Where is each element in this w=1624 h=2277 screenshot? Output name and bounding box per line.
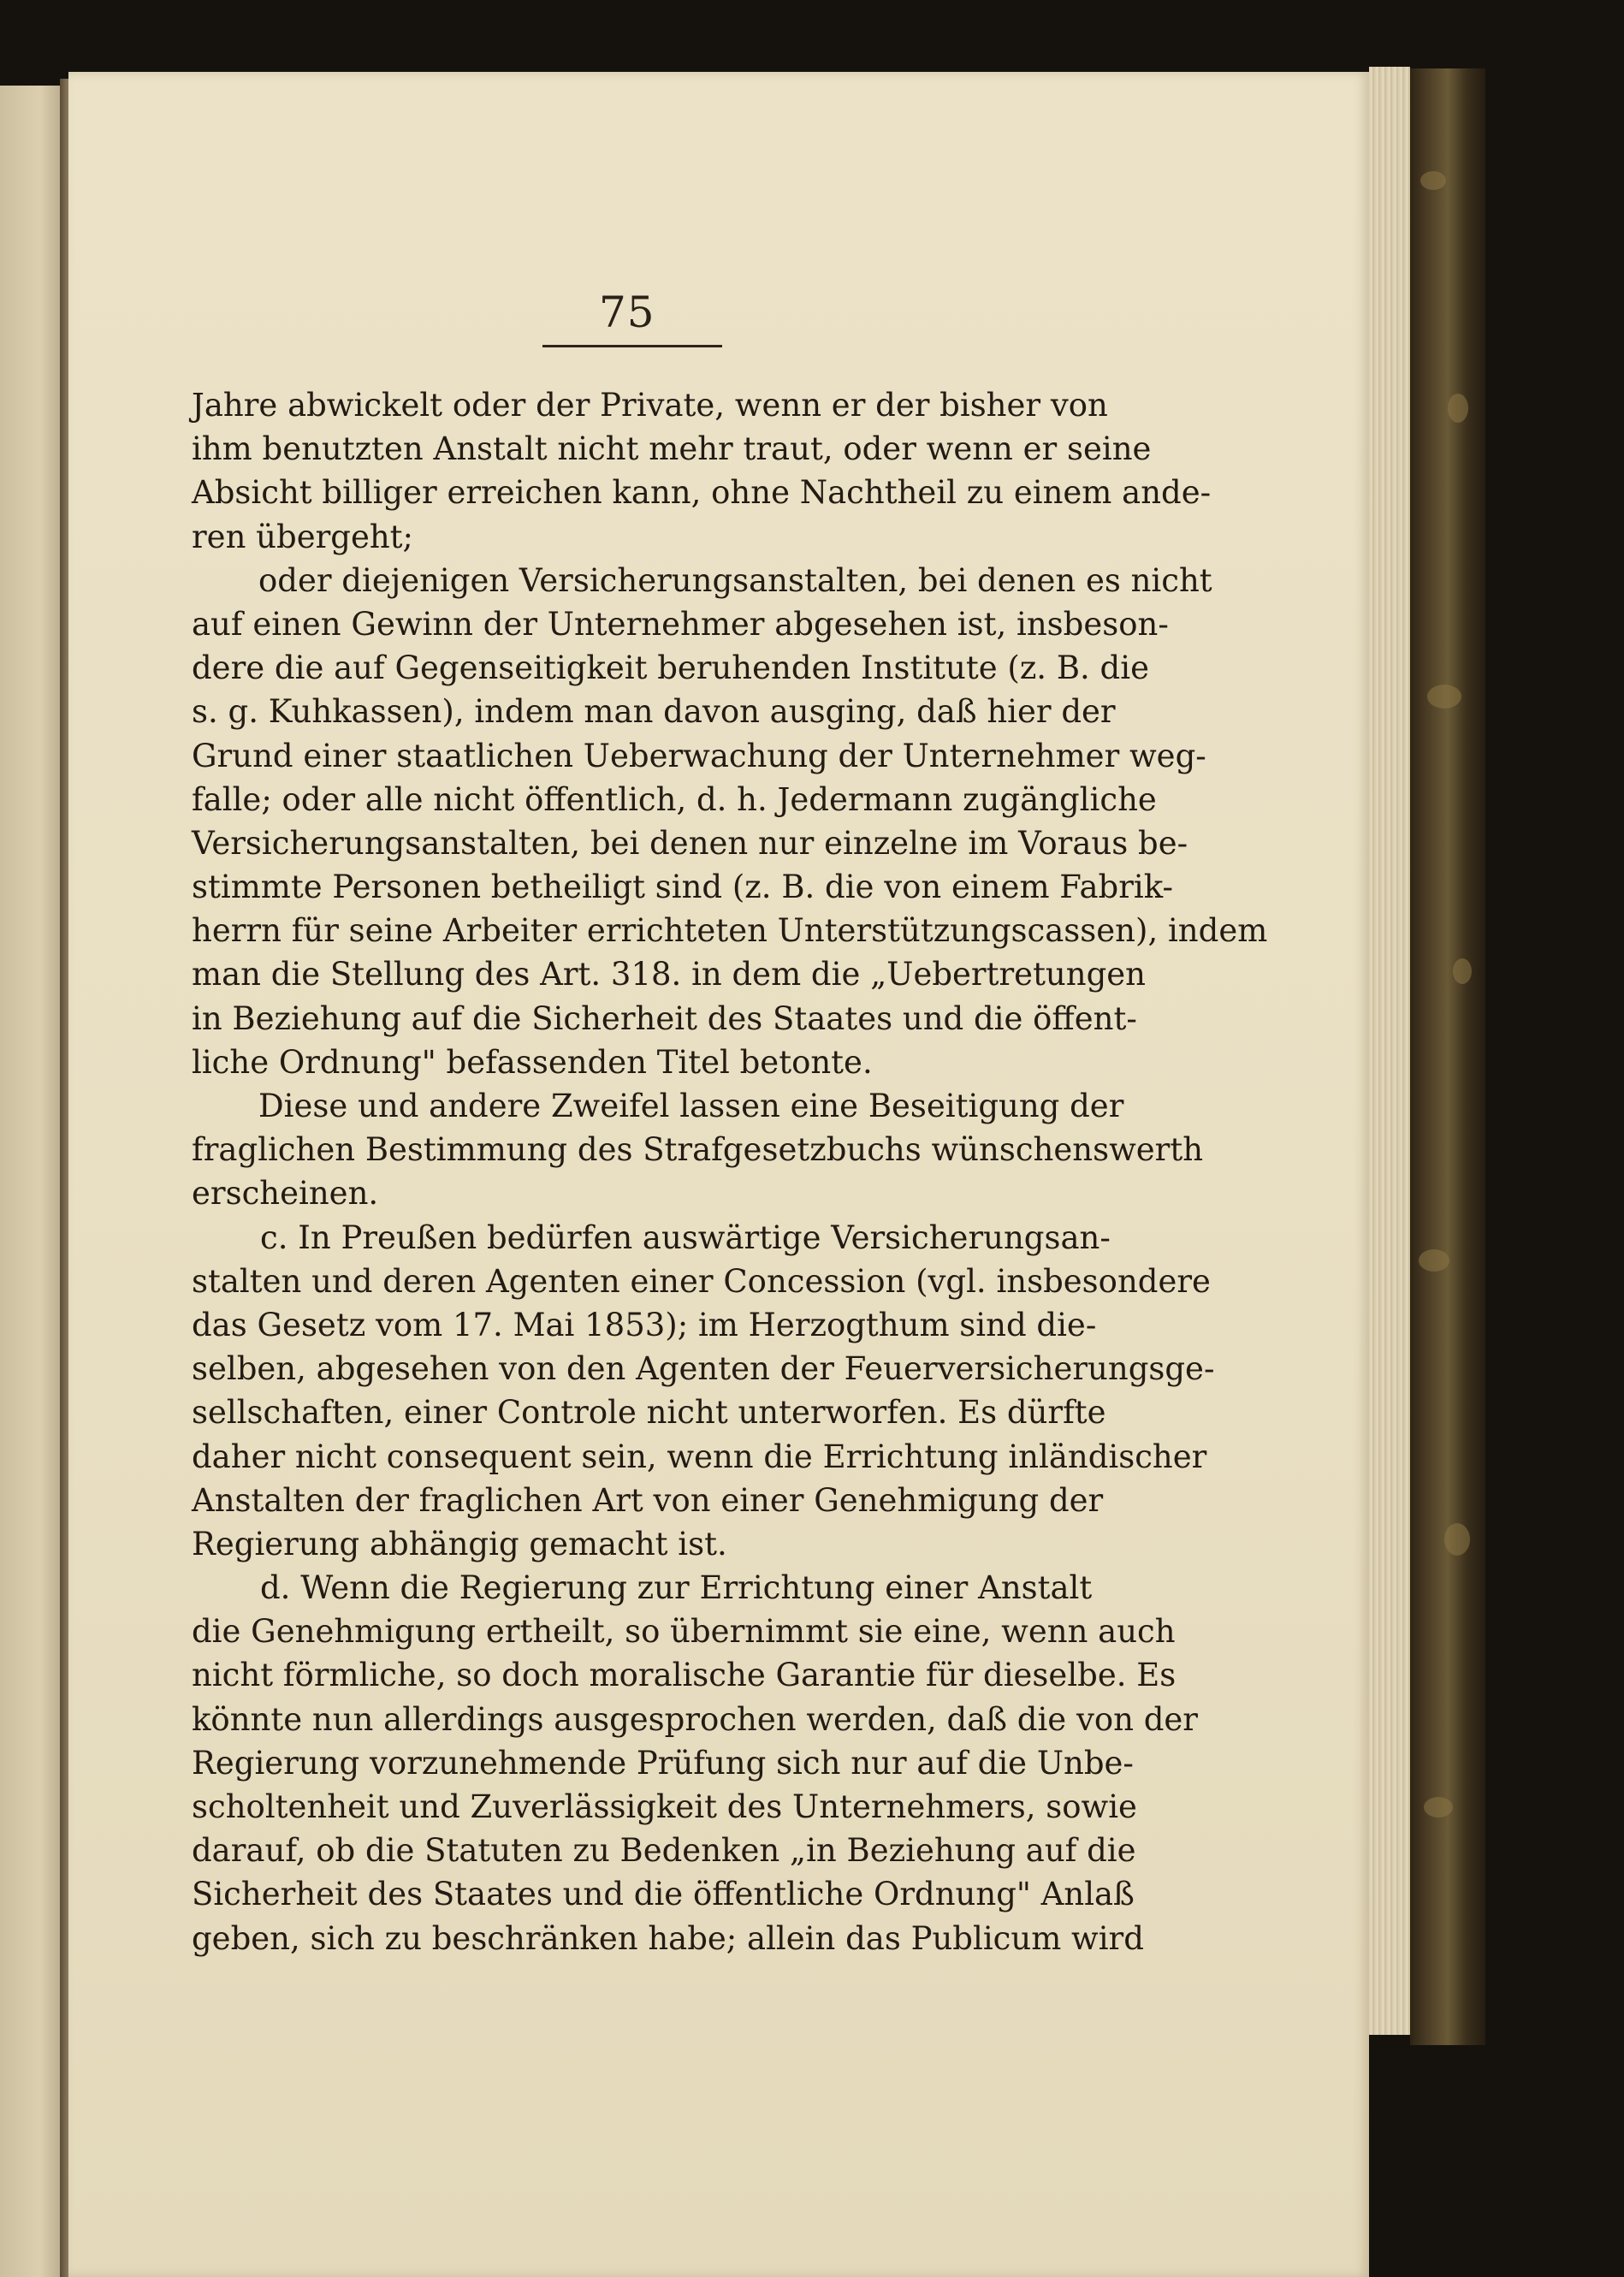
text-line: oder diejenigen Versicherungsanstalten, bei denen es nicht	[258, 561, 1212, 599]
left-page-edge	[0, 86, 67, 2277]
text-line: erscheinen.	[192, 1175, 379, 1213]
text-line: scholtenheit und Zuverlässigkeit des Unternehmers, sowie	[192, 1788, 1137, 1825]
text-line: Versicherungsanstalten, bei denen nur einzelne im Voraus be-	[192, 824, 1188, 862]
text-line: herrn für seine Arbeiter errichteten Unterstützungscassen), indem	[192, 912, 1268, 950]
text-line: ihm benutzten Anstalt nicht mehr traut, oder wenn er seine	[192, 430, 1152, 468]
text-line: Absicht billiger erreichen kann, ohne Nachtheil zu einem ande-	[192, 474, 1212, 512]
text-line: geben, sich zu beschränken habe; allein das Publicum wird	[192, 1919, 1144, 1957]
text-line: Anstalten der fraglichen Art von einer Genehmigung der	[192, 1481, 1104, 1519]
text-line: darauf, ob die Statuten zu Bedenken „in Beziehung auf die	[192, 1832, 1136, 1870]
text-line: nicht förmliche, so doch moralische Garantie für dieselbe. Es	[192, 1657, 1177, 1694]
page-number-rule	[542, 345, 722, 347]
text-line: d. Wenn die Regierung zur Errichtung einer Anstalt	[260, 1569, 1093, 1607]
text-line: die Genehmigung ertheilt, so übernimmt sie eine, wenn auch	[192, 1613, 1176, 1651]
text-line: s. g. Kuhkassen), indem man davon ausging, daß hier der	[192, 693, 1116, 731]
text-line: stimmte Personen betheiligt sind (z. B. die von einem Fabrik-	[192, 869, 1173, 906]
text-line: stalten und deren Agenten einer Concession (vgl. insbesondere	[192, 1262, 1211, 1300]
text-line: Diese und andere Zweifel lassen eine Beseitigung der	[258, 1088, 1124, 1124]
text-line: sellschaften, einer Controle nicht unterworfen. Es dürfte	[192, 1394, 1106, 1432]
text-line: fraglichen Bestimmung des Strafgesetzbuchs wünschenswerth	[192, 1131, 1204, 1169]
text-line: Regierung abhängig gemacht ist.	[192, 1525, 727, 1562]
text-line: Regierung vorzunehmende Prüfung sich nur auf die Unbe-	[192, 1744, 1134, 1782]
text-line: liche Ordnung" befassenden Titel betonte.	[192, 1043, 873, 1081]
text-line: daher nicht consequent sein, wenn die Errichtung inländischer	[192, 1438, 1207, 1475]
text-line: Sicherheit des Staates und die öffentliche Ordnung" Anlaß	[192, 1876, 1135, 1913]
text-line: falle; oder alle nicht öffentlich, d. h. Jedermann zugängliche	[192, 780, 1157, 818]
text-line: dere die auf Gegenseitigkeit beruhenden Institute (z. B. die	[192, 649, 1149, 687]
text-line: Grund einer staatlichen Ueberwachung der Unternehmer weg-	[192, 737, 1206, 774]
text-line: das Gesetz vom 17. Mai 1853); im Herzogthum sind die-	[192, 1306, 1097, 1343]
text-line: könnte nun allerdings ausgesprochen werden, daß die von der	[192, 1700, 1198, 1738]
text-line: c. In Preußen bedürfen auswärtige Versicherungsan-	[260, 1219, 1111, 1256]
marbled-cover-edge	[1410, 68, 1485, 2045]
text-line: selben, abgesehen von den Agenten der Feuerversicherungsge-	[192, 1350, 1215, 1388]
text-line: man die Stellung des Art. 318. in dem die „Uebertretungen	[192, 956, 1147, 993]
page-stack-edges	[1369, 67, 1410, 2035]
text-line: ren übergeht;	[192, 518, 414, 555]
page-number: 75	[599, 288, 655, 337]
text-line: auf einen Gewinn der Unternehmer abgesehen ist, insbeson-	[192, 605, 1169, 643]
text-line: Jahre abwickelt oder der Private, wenn er der bisher von	[192, 387, 1108, 424]
page-body-text	[192, 383, 1268, 1960]
text-line: in Beziehung auf die Sicherheit des Staates und die öffent-	[192, 999, 1137, 1037]
